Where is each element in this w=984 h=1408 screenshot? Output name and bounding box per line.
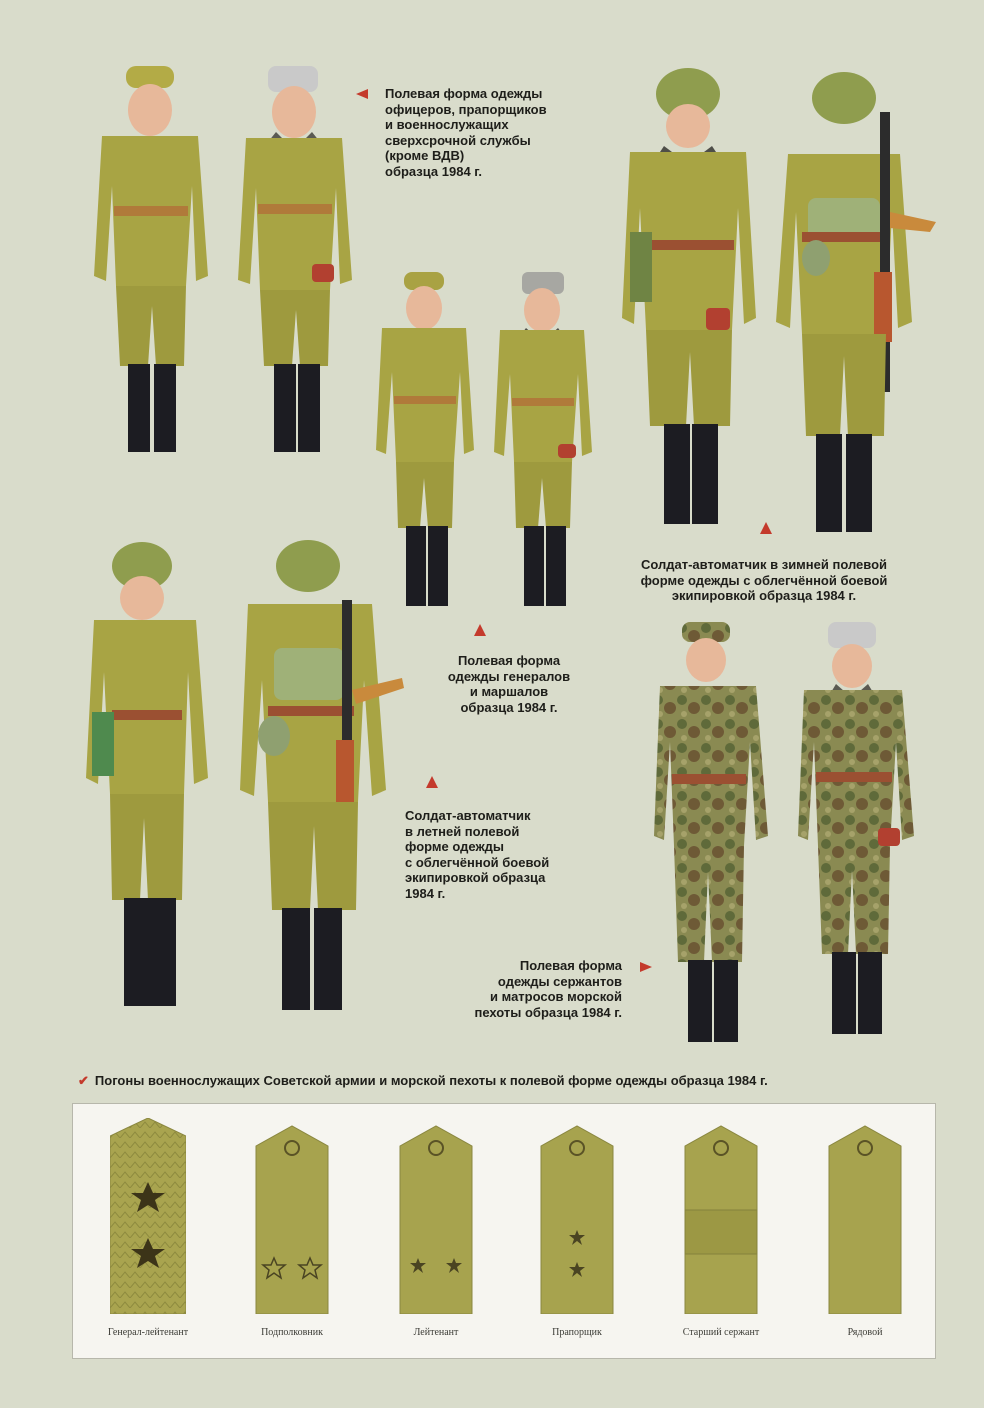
officers-pointer [356,89,368,99]
strap-label-senior-sergeant: Старший сержант [682,1327,760,1338]
caption-marines: Полевая форма одежды сержантов и матросов морской пехоты образца 1984 г. [474,958,622,1020]
straps-heading-text: Погоны военнослужащих Советской армии и морской пехоты к полевой форме одежды образца 1984 г. [94,1073,768,1088]
generals-pointer [474,624,486,636]
strap-general [110,1118,186,1314]
strap-label-lieutenant: Лейтенант [413,1327,459,1338]
strap-senior-sergeant [683,1118,759,1314]
figure-summer-rifleman-back [238,540,408,1018]
strap-label-private: Рядовой [847,1327,883,1338]
marines-pointer [640,962,652,972]
caption-generals: Полевая форма одежды генералов и маршалов образца 1984 г. [447,653,571,715]
summer-rifleman-pointer [426,776,438,788]
strap-private [827,1118,903,1314]
strap-lt-colonel [254,1118,330,1314]
figure-winter-rifleman-back [768,72,938,542]
strap-lieutenant [398,1118,474,1314]
figure-marine-sailor [796,622,920,1042]
strap-warrant [539,1118,615,1314]
caption-officers: Полевая форма одежды офицеров, прапорщиков и военнослужащих сверхсрочной службы (кроме ВДВ) образца 1984 г. [385,86,547,179]
caption-winter-rifleman: Солдат-автоматчик в зимней полевой форме одежды с облегчённой боевой экипировкой образца 1984 г. [640,557,888,603]
straps-heading [78,1073,768,1089]
figure-officer-winter [236,66,356,466]
figure-summer-rifleman-front [84,542,214,1020]
winter-rifleman-pointer [760,522,772,534]
figure-marine-sergeant [652,622,776,1052]
figure-winter-rifleman-front [620,68,760,538]
straps-panel [72,1103,936,1359]
heading-pointer-icon: ✔ [78,1073,89,1088]
strap-label-lt-colonel: Подполковник [261,1327,323,1338]
strap-label-general: Генерал-лейтенант [107,1327,189,1338]
strap-label-warrant: Прапорщик [552,1327,602,1338]
figure-general-winter [492,272,596,617]
figure-officer-summer [92,66,212,466]
caption-summer-rifleman: Солдат-автоматчик в летней полевой форме одежды с облегчённой боевой экипировкой образца 1984 г. [405,808,550,901]
